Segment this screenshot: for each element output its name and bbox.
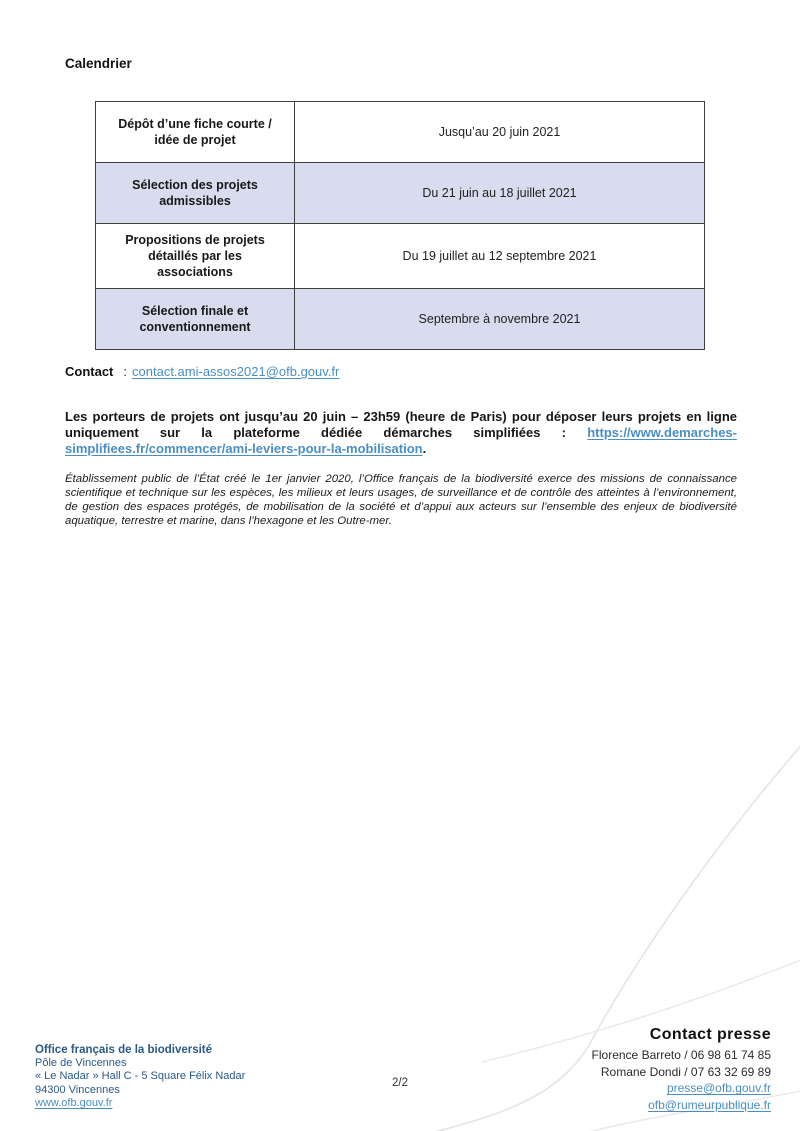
phase-label-cell: Sélection des projets admissibles [96, 163, 295, 223]
table-row [96, 102, 704, 162]
press-heading: Contact presse [649, 1026, 771, 1043]
calendar-heading: Calendrier [65, 56, 132, 71]
phase-date-cell: Du 21 juin au 18 juillet 2021 [422, 186, 577, 200]
org-name: Office français de la biodiversité [35, 1044, 213, 1056]
press-email-link[interactable]: ofb@rumeurpublique.fr [648, 1097, 771, 1112]
phase-date-cell: Du 19 juillet au 12 septembre 2021 [402, 249, 597, 263]
page-number: 2/2 [392, 1077, 408, 1089]
calendar-table [95, 101, 705, 350]
deadline-text: Les porteurs de projets ont jusqu’au 20 juin – 23h59 (heure de Paris) pour déposer leurs projets en ligne uniquement sur la plateforme dédiée démarches simplifiées : [65, 409, 737, 440]
table-row [96, 288, 704, 349]
org-address-line: Pôle de Vincennes [35, 1057, 127, 1070]
phase-label-cell: Propositions de projets détaillés par les associations [96, 224, 295, 288]
org-website-link[interactable]: www.ofb.gouv.fr [35, 1096, 113, 1109]
platform-link[interactable]: https://www.demarches-simplifiees.fr/commencer/ami-leviers-pour-la-mobilisation [65, 424, 737, 456]
phase-label-cell: Sélection finale et conventionnement [96, 289, 295, 349]
about-paragraph: Établissement public de l’État créé le 1er janvier 2020, l’Office français de la biodiversité exerce des missions de connaissance scientifique et technique sur les espèces, les milieux et leurs usages, de surveillance et de contrôle des atteintes à l’environnement, de gestion des espaces protégés, de mobilisation de la société et d’appui aux acteurs sur l’ensemble des enjeux de biodiversité aquatique, terrestre et marine, dans l’hexagone et les Outre-mer. [65, 473, 737, 528]
table-row [96, 223, 704, 288]
press-contact: Romane Dondi / 07 63 32 69 89 [600, 1064, 771, 1079]
press-contact: Florence Barreto / 06 98 61 74 85 [591, 1048, 771, 1062]
org-address-line: 94300 Vincennes [35, 1083, 120, 1096]
contact-separator: : [123, 364, 128, 379]
deadline-text-end: . [422, 440, 427, 456]
contact-email-link[interactable]: contact.ami-assos2021@ofb.gouv.fr [132, 364, 340, 379]
footer-press-block [592, 1026, 771, 1113]
phase-date-cell: Septembre à novembre 2021 [418, 312, 581, 326]
press-email-link[interactable]: presse@ofb.gouv.fr [666, 1081, 771, 1095]
phase-label-cell: Dépôt d’une fiche courte / idée de projet [96, 102, 295, 162]
deadline-paragraph [65, 409, 737, 456]
table-row [96, 162, 704, 223]
org-address-line: « Le Nadar » Hall C - 5 Square Félix Nadar [35, 1070, 246, 1083]
contact-label: Contact [65, 364, 114, 379]
footer-org-block [35, 1044, 245, 1110]
contact-line [65, 364, 339, 379]
phase-date-cell: Jusqu’au 20 juin 2021 [438, 125, 561, 139]
